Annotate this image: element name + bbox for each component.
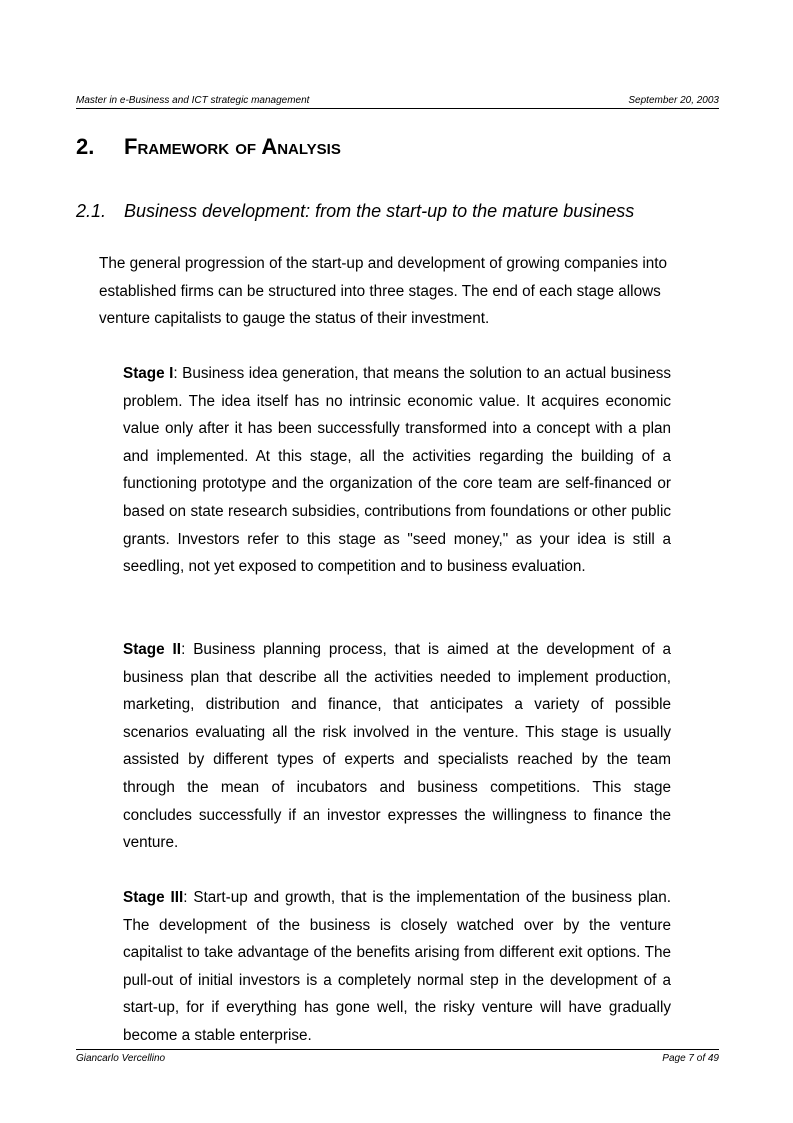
stage-paragraph xyxy=(123,884,671,1050)
section-heading xyxy=(76,198,634,224)
chapter-title: Framework of Analysis xyxy=(124,134,341,159)
chapter-heading xyxy=(76,132,341,162)
stage-name: Stage II xyxy=(123,641,182,658)
chapter-number: 2. xyxy=(76,134,95,159)
page-footer xyxy=(76,1049,719,1065)
stage-paragraph xyxy=(123,636,671,857)
section-title: Business development: from the start-up to the mature business xyxy=(124,201,635,221)
stage-text: : Business idea generation, that means the solution to an actual business problem. The idea itself has no intrinsic economic value. It acquires economic value only after it has been successfully transformed into a concept with a plan and implemented. At this stage, all the activities regarding the building of a functioning prototype and the organization of the core team are self-financed or based on state research subsidies, contributions from foundations or other public grants. Investors refer to this stage as "seed money," as your idea is still a seedling, not yet exposed to competition and to business evaluation. xyxy=(123,365,672,576)
page-number: Page 7 of 49 xyxy=(662,1053,719,1064)
section-number: 2.1. xyxy=(76,201,107,221)
stage-paragraph xyxy=(123,360,671,581)
header-title: Master in e-Business and ICT strategic management xyxy=(76,95,310,106)
stage-name: Stage I xyxy=(123,365,174,382)
stage-name: Stage III xyxy=(123,889,184,906)
stage-text: : Start-up and growth, that is the implementation of the business plan. The development of the business is closely watched over by the venture capitalist to take advantage of the benefits arising from different exit options. The pull-out of initial investors is a completely normal step in the development of a start-up, for if everything has gone well, the risky venture will have gradually become a stable enterprise. xyxy=(123,889,671,1044)
intro-paragraph: The general progression of the start-up and development of growing companies into established firms can be structured into three stages. The end of each stage allows venture capitalists to gauge the status of their investment. xyxy=(99,255,668,327)
stage-text: : Business planning process, that is aimed at the development of a business plan that describe all the activities needed to implement production, marketing, distribution and finance, that anticipates a variety of possible scenarios evaluating all the risk involved in the venture. This stage is usually assisted by different types of experts and specialists reached by the team through the mean of incubators and business competitions. This stage concludes successfully if an investor expresses the willingness to finance the venture. xyxy=(123,641,672,852)
page-header xyxy=(76,93,719,109)
footer-author: Giancarlo Vercellino xyxy=(76,1053,166,1064)
header-date: September 20, 2003 xyxy=(628,95,719,106)
